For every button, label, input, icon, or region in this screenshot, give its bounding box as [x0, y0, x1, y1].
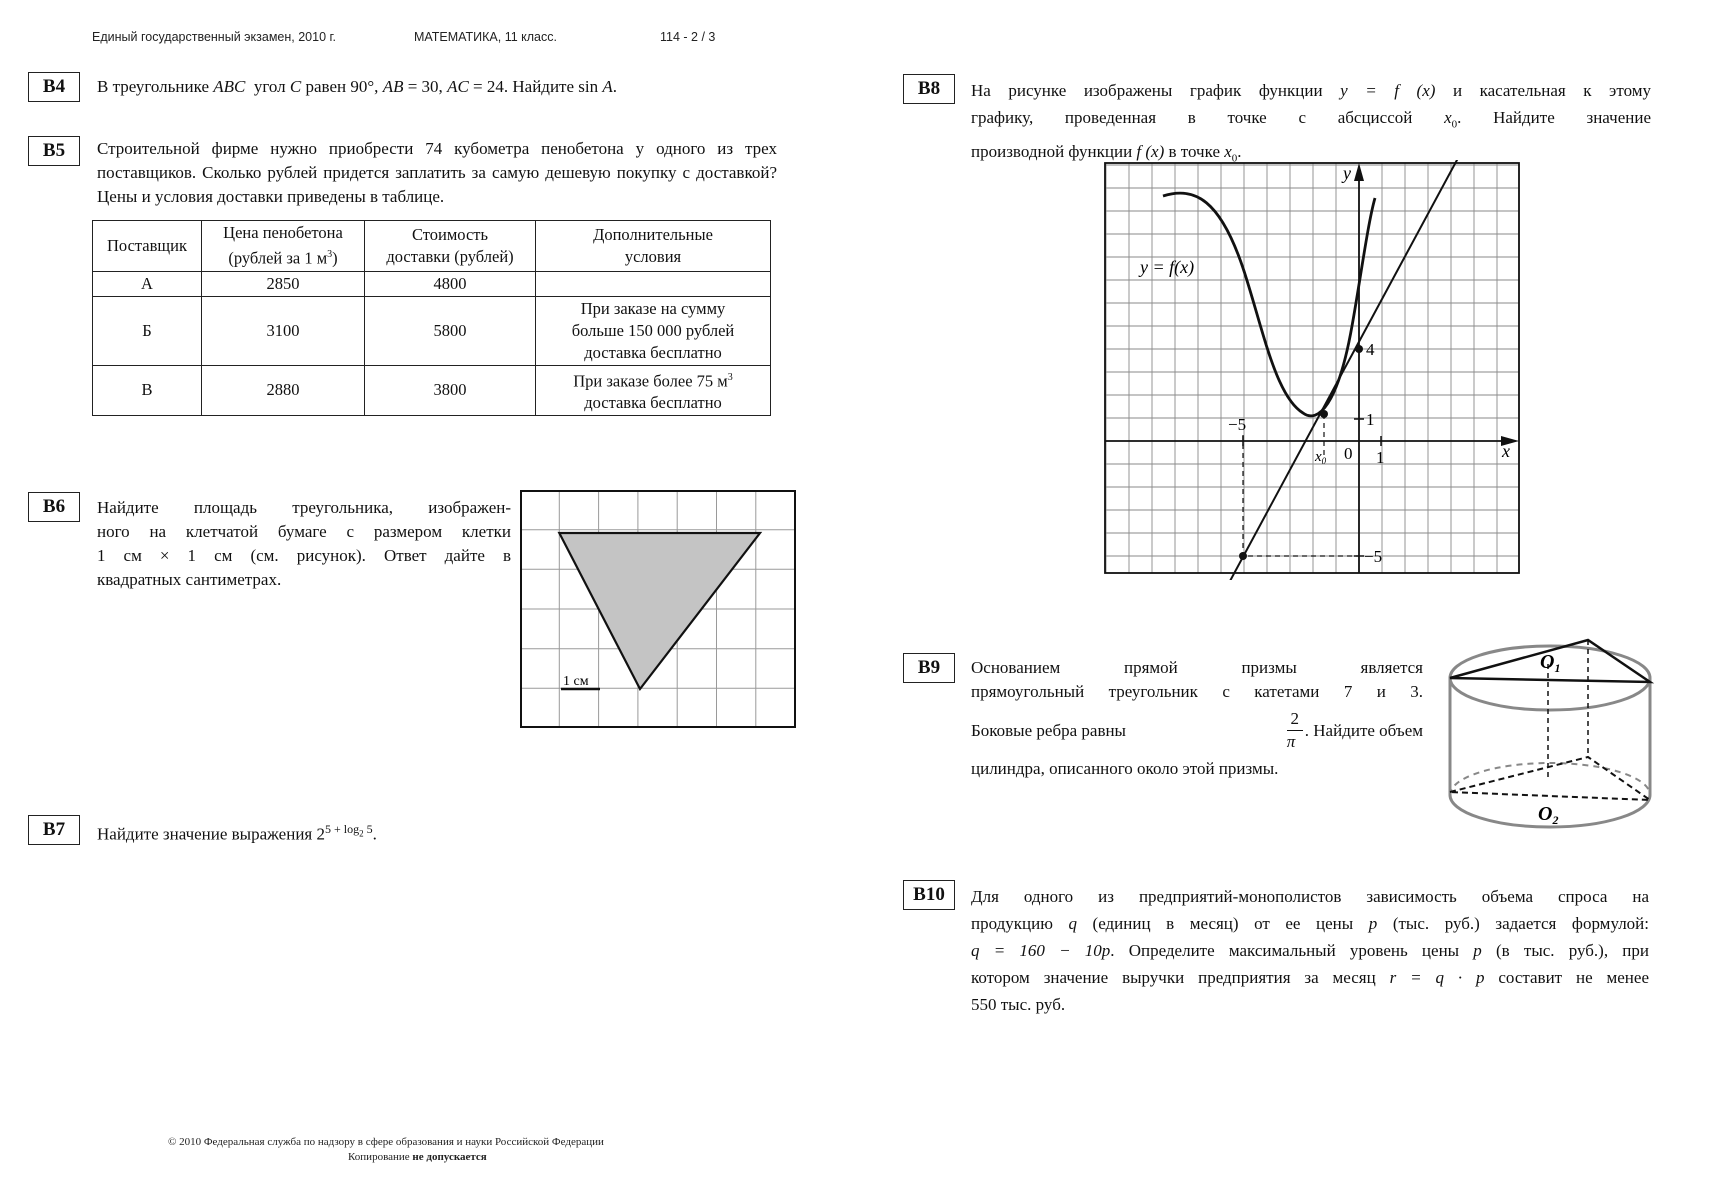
origin-label: 0 [1344, 444, 1353, 463]
b4-text: В треугольнике ABC угол C равен 90°, AB = 30, AC = 24. Найдите sin A. [97, 77, 618, 96]
label-b8: B8 [903, 74, 955, 104]
point-y4 [1355, 345, 1363, 353]
table-header-row [93, 221, 771, 272]
b6-text: Найдите площадь треугольника, изображен- ного на клетчатой бумаге с размером клетки 1 см × 1 см (см. рисунок). Ответ дайте в квадратных сантиметрах. [97, 498, 511, 589]
table-row [93, 271, 771, 296]
tick-minus5-y-label: −5 [1364, 547, 1383, 566]
o1-label: $O_1$ [1540, 651, 1561, 675]
triangle-shape [559, 533, 760, 689]
th-price: Цена пенобетона (рублей за 1 $м^3$) [202, 221, 365, 272]
cell-conditions: При заказе на сумму больше 150 000 рублей доставка бесплатно [536, 296, 771, 365]
y-axis-arrow [1354, 163, 1364, 181]
label-b9: B9 [903, 653, 955, 683]
b9-cylinder-figure [1440, 630, 1660, 845]
tick-minus5-x-label: −5 [1228, 415, 1247, 434]
price-table [92, 220, 771, 416]
function-curve [1163, 193, 1375, 416]
table-row [93, 365, 771, 416]
tick-four-label: 4 [1366, 340, 1375, 359]
cell-supplier: А [93, 271, 202, 296]
x0-label: $x_0$ [1315, 449, 1327, 466]
cell-conditions [536, 271, 771, 296]
header-subject: МАТЕМАТИКА, 11 класс. [414, 30, 557, 44]
cell-supplier: В [93, 365, 202, 416]
label-b7: B7 [28, 815, 80, 845]
footer-copy-notice: Копирование не допускается [348, 1151, 487, 1163]
th-conditions: Дополнительные условия [536, 221, 771, 272]
cell-price: 2880 [202, 365, 365, 416]
tick-one-x-label: 1 [1376, 448, 1385, 467]
header-page: 114 - 2 / 3 [660, 30, 716, 44]
b7-text: Найдите значение выражения $2^{5 + log_2 5}$. [97, 822, 377, 844]
b10-text: Для одного из предприятий-монополистов зависимость объема спроса на продукцию q (единиц в месяц) от ее цены p (тыс. руб.) задается формулой: q = 160 − 10p. Определите максимальный уровень цены p (в тыс. руб.), при котором значение выручки предприятия за месяц r = q · p составит не менее 550 тыс. руб. [971, 887, 1650, 1014]
footer-copyright: © 2010 Федеральная служба по надзору в сфере образования и науки Российской Федерации [168, 1136, 604, 1148]
tangent-point [1320, 410, 1328, 418]
b8-text: На рисунке изображены график функции y = f (x) и касательная к этому графику, проведенная в точке с абсциссой $x_0$. Найдите значение производной функции f (x) в точке $x_0$. [971, 81, 1651, 165]
b5-text: Строительной фирме нужно приобрести 74 кубометра пенобетона у одного из трех поставщиков. Сколько рублей придется заплатить за самую дешевую покупку с доставкой? Цены и условия доставки приведены в таблице. [97, 139, 777, 206]
th-delivery: Стоимость доставки (рублей) [365, 221, 536, 272]
header-exam: Единый государственный экзамен, 2010 г. [92, 30, 337, 44]
b9-text: Основанием прямой призмы является прямоугольный треугольник с катетами 7 и 3. Боковые ребра равны 2 π . Найдите объем цилиндра, описанного около этой призмы. [971, 658, 1423, 778]
y-axis-label: y [1343, 163, 1351, 183]
cell-delivery: 5800 [365, 296, 536, 365]
point-minus5 [1239, 552, 1247, 560]
label-b4: B4 [28, 72, 80, 102]
cell-price: 2850 [202, 271, 365, 296]
function-label: y = f(x) [1140, 257, 1195, 277]
cell-conditions: При заказе более 75 $м^3$ доставка бесплатно [536, 365, 771, 416]
b6-grid-figure [520, 490, 802, 730]
tick-one-y-label: 1 [1366, 410, 1375, 429]
cell-price: 3100 [202, 296, 365, 365]
x-axis-label: x [1502, 441, 1510, 461]
guide-minus5 [1243, 435, 1359, 556]
cell-delivery: 4800 [365, 271, 536, 296]
tangent-line [1230, 160, 1464, 580]
b8-graph [1100, 160, 1525, 580]
scale-label: 1 см [563, 674, 589, 689]
label-b6: B6 [28, 492, 80, 522]
th-supplier: Поставщик [93, 221, 202, 272]
o2-label: $O_2$ [1538, 803, 1559, 827]
label-b10: B10 [903, 880, 955, 910]
table-row [93, 296, 771, 365]
label-b5: B5 [28, 136, 80, 166]
cell-supplier: Б [93, 296, 202, 365]
cell-delivery: 3800 [365, 365, 536, 416]
